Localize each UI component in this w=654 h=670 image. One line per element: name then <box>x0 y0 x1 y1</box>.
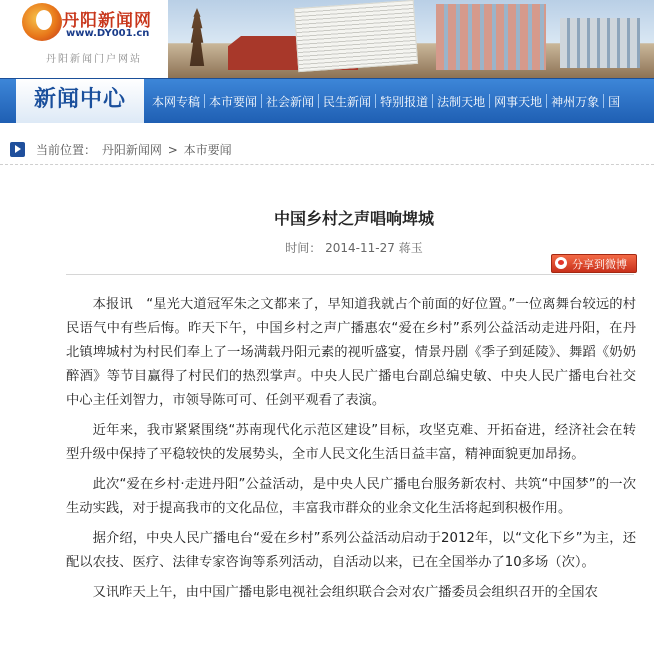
article-paragraph: 此次“爱在乡村·走进丹阳”公益活动，是中央人民广播电台服务新农村、共筑“中国梦”的一次生动实践，对于提高我市的文化品位，丰富我市群众的业余文化生活将起到积极作用。 <box>66 477 636 516</box>
nav-link-livelihood[interactable]: 民生新闻 <box>323 94 372 109</box>
nav-link-china[interactable]: 神州万象 <box>551 94 600 109</box>
main-nav <box>0 78 654 123</box>
site-url: www.DY001.cn <box>66 28 150 39</box>
arrow-right-icon <box>10 142 25 157</box>
newspaper-graphic <box>294 0 418 72</box>
nav-link-local-news[interactable]: 本市要闻 <box>209 94 258 109</box>
banner-image <box>168 0 654 78</box>
tower-graphic <box>560 18 640 68</box>
nav-link-benwang[interactable]: 本网专稿 <box>152 94 201 109</box>
site-logo[interactable] <box>0 0 168 78</box>
nav-links <box>148 79 624 123</box>
author: 蒋玉 <box>398 241 423 255</box>
header-banner <box>0 0 654 78</box>
breadcrumb-home[interactable]: 丹阳新闻网 <box>101 143 162 157</box>
nav-link-international[interactable]: 国 <box>608 94 621 109</box>
breadcrumb-separator: > <box>167 143 178 157</box>
time-label: 时间： <box>285 241 322 255</box>
title-divider <box>66 274 634 275</box>
article-paragraph: 据介绍，中央人民广播电台“爱在乡村”系列公益活动启动于2012年，以“文化下乡”为主，还配以农技、医疗、法律专家咨询等系列活动，自活动以来，已在全国举办了10多场（次）。 <box>66 531 636 570</box>
nav-link-internet[interactable]: 网事天地 <box>494 94 543 109</box>
article-paragraph: 又讯昨天上午，由中国广播电影电视社会组织联合会对农广播委员会组织召开的全国农 <box>92 585 598 600</box>
nav-link-legal[interactable]: 法制天地 <box>437 94 486 109</box>
weibo-icon <box>555 257 567 269</box>
article-body <box>66 293 636 611</box>
site-tagline: 丹阳新闻门户网站 <box>46 54 142 65</box>
pagoda-graphic <box>188 8 206 66</box>
breadcrumb-trail <box>36 141 234 158</box>
article-title: 中国乡村之声唱响埤城 <box>273 209 434 228</box>
article-paragraph: 本报讯 “星光大道冠军朱之文都来了，早知道我就占个前面的好位置。”一位离舞台较远的村民语气中有些后悔。昨天下午，中国乡村之声广播惠农“爱在乡村”系列公益活动走进丹阳，在丹北镇埤城村为村民们奉上了一场满载丹阳元素的视听盛宴，情景丹剧《季子到延陵》、舞蹈《奶奶醉酒》等节目赢得了村民们的热烈掌声。中央人民广播电台副总编史敏、中央人民广播电台社交中心主任刘智力，市领导陈可可、任剑平观看了表演。 <box>66 297 636 408</box>
publish-date: 2014-11-27 <box>325 241 395 255</box>
nav-section-title[interactable]: 新闻中心 <box>16 79 144 123</box>
logo-emblem-icon <box>22 3 62 41</box>
breadcrumb-current[interactable]: 本市要闻 <box>183 143 232 157</box>
nav-link-special[interactable]: 特别报道 <box>380 94 429 109</box>
share-weibo-button[interactable] <box>551 254 637 273</box>
nav-link-society[interactable]: 社会新闻 <box>266 94 315 109</box>
article-paragraph: 近年来，我市紧紧围绕“苏南现代化示范区建设”目标，攻坚克难、开拓奋进，经济社会在转型升级中保持了平稳较快的发展势头，全市人民文化生活日益丰富，精神面貌更加昂扬。 <box>66 423 636 462</box>
breadcrumb <box>0 134 654 165</box>
breadcrumb-prefix: 当前位置： <box>36 143 97 157</box>
site-name: 丹阳新闻网 <box>62 11 152 31</box>
building-graphic <box>436 4 546 70</box>
share-weibo-label: 分享到微博 <box>572 258 627 271</box>
